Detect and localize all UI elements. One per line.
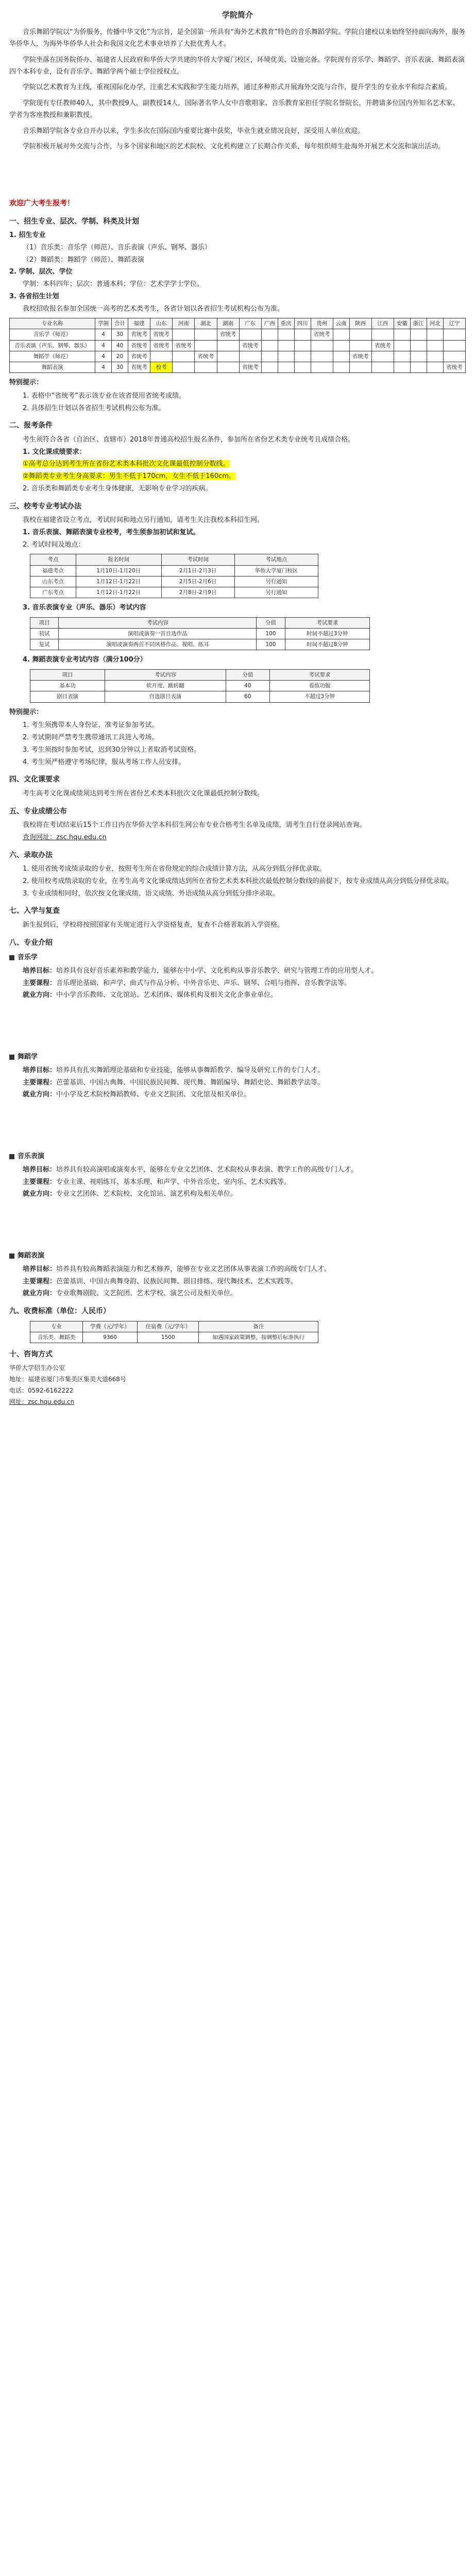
exam-table-header xyxy=(30,554,318,565)
table-cell: 省统考 xyxy=(173,340,195,351)
table-header-cell: 湖南 xyxy=(217,318,239,329)
table-header-cell: 考点 xyxy=(30,554,76,565)
table-cell: 不超过3分钟 xyxy=(270,691,370,702)
table-cell: 20 xyxy=(112,351,128,362)
contact-phone: 电话：0592-6162222 xyxy=(9,1387,74,1395)
table-header-cell: 浙江 xyxy=(410,318,427,329)
major-goal: 培养具有良好音乐素养和教学能力，能够在中小学、文化机构从事音乐教学、研究与管理工作的应用型人才。 xyxy=(56,967,378,975)
table-cell xyxy=(278,340,294,351)
table-cell xyxy=(294,351,311,362)
highlight-text: ①高考总分达到考生所在省份艺术类本科批次文化课最低控制分数线。 xyxy=(23,460,230,468)
table-cell: 2月1日-2月3日 xyxy=(161,565,234,576)
major-name: 音乐表演 xyxy=(18,1153,45,1161)
table-cell: 4 xyxy=(95,329,112,340)
notes xyxy=(9,377,466,414)
section-requirements xyxy=(9,419,466,495)
label: 就业方向： xyxy=(23,991,57,999)
table-header-cell: 江西 xyxy=(371,318,394,329)
table-header-cell: 辽宁 xyxy=(443,318,465,329)
table-cell xyxy=(333,340,349,351)
table-cell xyxy=(443,340,465,351)
table-cell: 30 xyxy=(112,362,128,372)
table-header-cell: 考试时间 xyxy=(161,554,234,565)
major-goal: 培养具有较高演唱或演奏水平，能够在专业文艺团体、艺术院校从事表演、教学工作的高级专门人才。 xyxy=(56,1165,358,1174)
table-header-cell: 广西 xyxy=(261,318,278,329)
section-heading: 六、录取办法 xyxy=(9,851,53,859)
exam-table xyxy=(30,554,318,598)
intro-paragraph: 学院现有专任教师40人，其中教授9人，副教授14人，国际著名华人女中音歌唱家、音乐教育家担任学院名誉院长，并聘请多位国内外知名艺术家、学者为客座教授和兼职教授。 xyxy=(9,99,460,119)
table-cell: 舞蹈学（师范） xyxy=(10,351,95,362)
section-heading: 十、咨询方式 xyxy=(9,1350,53,1359)
section-fees xyxy=(9,1305,466,1343)
notes-heading: 特别提示： xyxy=(9,708,43,716)
fee-table xyxy=(30,1321,318,1343)
section-heading: 八、专业介绍 xyxy=(9,938,53,947)
table-header-cell: 福建 xyxy=(128,318,150,329)
table-header-cell: 合计 xyxy=(112,318,128,329)
table-cell: 音乐表演（声乐、钢琴、器乐） xyxy=(10,340,95,351)
text-line: 我校在福建省设立考点，考试时间和地点另行通知，请考生关注我校本科招生网。 xyxy=(23,516,264,524)
major-name: 音乐学 xyxy=(18,954,38,962)
table-cell: 省统考 xyxy=(239,362,261,372)
table-cell: 省统考 xyxy=(311,329,333,340)
text-line: 我校招收报名参加全国统一高考的艺术类考生，各省计划以各省招生考试机构公布为准。 xyxy=(23,304,284,313)
table-cell: 30 xyxy=(112,329,128,340)
table-cell xyxy=(427,351,443,362)
bullet-icon xyxy=(9,1055,14,1060)
table-cell xyxy=(239,351,261,362)
table-row xyxy=(10,340,466,351)
section-admission xyxy=(9,849,466,900)
text-line: 1. 文化课成绩要求： xyxy=(23,448,86,456)
section-heading: 三、校考专业考试办法 xyxy=(9,502,81,511)
label: 主要课程： xyxy=(23,979,57,987)
label: 培养目标： xyxy=(23,1265,57,1273)
text-line: 考生高考文化课成绩须达到考生所在省份艺术类本科批次文化课最低控制分数线。 xyxy=(23,789,264,798)
text-line: 2. 音乐类和舞蹈类专业考生身体健康，无影响专业学习的疾病。 xyxy=(23,484,212,493)
table-header-cell: 考试内容 xyxy=(59,617,257,628)
subheading: 2. 学制、层次、学位 xyxy=(9,268,73,276)
major-career: 专业文艺团体、艺术院校、文化馆站、演艺机构及相关单位。 xyxy=(56,1190,237,1198)
table-cell: 时间不超过8分钟 xyxy=(285,639,369,650)
dance-table-header xyxy=(30,670,370,681)
table-cell xyxy=(394,362,410,372)
table-cell xyxy=(410,362,427,372)
table-cell: 省统考 xyxy=(239,340,261,351)
section-majors xyxy=(9,937,466,1300)
table-cell xyxy=(311,362,333,372)
major-core: 芭蕾基训、中国古典舞、中国民族民间舞、现代舞、舞蹈编导、舞蹈史论、舞蹈教学法等。 xyxy=(56,1078,325,1087)
table-cell: 40 xyxy=(112,340,128,351)
exam-notes xyxy=(9,707,466,769)
fee-table-header xyxy=(30,1321,318,1332)
table-cell xyxy=(278,351,294,362)
table-cell xyxy=(173,351,195,362)
table-cell: 自选剧目表演 xyxy=(105,691,226,702)
intro-paragraph: 学院以艺术教育为主线，重视国际化办学，注重艺术实践和学生能力培养，通过多种形式开展海外交流与合作，提升学生的专业水平和综合素质。 xyxy=(23,83,452,92)
table-cell: 省统考 xyxy=(128,329,150,340)
table-cell xyxy=(394,340,410,351)
table-cell: 舞蹈表演 xyxy=(10,362,95,372)
text-line: 新生报到后，学校将按照国家有关规定进行入学资格复查，复查不合格者取消入学资格。 xyxy=(23,921,284,929)
table-cell: 省统考 xyxy=(195,351,217,362)
intro-paragraph: 学院坐落在国务院侨办、福建省人民政府和华侨大学共建的华侨大学厦门校区，环境优美、设施完备。学院现有音乐学、舞蹈学、音乐表演、舞蹈表演四个本科专业，设有音乐学、舞蹈学两个硕士学位授权点。 xyxy=(9,56,465,76)
label: 培养目标： xyxy=(23,1066,57,1074)
section-culture xyxy=(9,773,466,800)
table-cell: 省统考 xyxy=(128,362,150,372)
notes-heading: 特别提示： xyxy=(9,379,43,387)
text-line: （2）舞蹈类：舞蹈学（师范）、舞蹈表演 xyxy=(23,256,144,264)
table-cell: 9360 xyxy=(82,1332,137,1343)
table-cell: 1500 xyxy=(138,1332,199,1343)
dance-table-body xyxy=(30,681,370,702)
music-table xyxy=(30,617,370,651)
table-cell: 剧目表演 xyxy=(30,691,105,702)
exam-table-body xyxy=(30,565,318,598)
section-enrollment xyxy=(9,215,466,315)
table-cell: 基本功 xyxy=(30,681,105,691)
table-cell xyxy=(217,351,239,362)
table-cell: 100 xyxy=(257,639,285,650)
table-cell: 省统考 xyxy=(217,329,239,340)
table-row xyxy=(10,362,466,372)
plan-table-body xyxy=(10,329,466,373)
table-row xyxy=(30,565,318,576)
table-cell xyxy=(217,362,239,372)
music-table-body xyxy=(30,628,370,650)
table-cell: 音乐类、舞蹈类 xyxy=(30,1332,83,1343)
table-row xyxy=(30,587,318,598)
intro-paragraph: 音乐舞蹈学院以“为侨服务，传播中华文化”为宗旨，是全国第一所具有“海外艺术教育”特色的音乐舞蹈学院。学院自建校以来始终坚持面向海外，服务华侨华人，为海外华侨华人社会和我国文化艺术事业培养了大批优秀人才。 xyxy=(9,28,465,48)
table-cell xyxy=(150,351,173,362)
table-cell: 1月12日-1月22日 xyxy=(76,576,161,587)
table-cell xyxy=(239,329,261,340)
major-block xyxy=(9,1151,466,1200)
label: 主要课程： xyxy=(23,1277,57,1285)
table-cell: 软开度、跳转翻 xyxy=(105,681,226,691)
table-header-cell: 报名时间 xyxy=(76,554,161,565)
table-cell xyxy=(311,351,333,362)
table-cell: 演唱或演奏一首自选作品 xyxy=(59,628,257,639)
table-cell xyxy=(333,351,349,362)
table-row xyxy=(30,691,370,702)
table-header-cell: 陕西 xyxy=(349,318,371,329)
table-header-cell: 学制 xyxy=(95,318,112,329)
table-cell: 4 xyxy=(95,362,112,372)
major-block xyxy=(9,1250,466,1300)
major-core: 芭蕾基训、中国古典舞身韵、民族民间舞、剧目排练、现代舞技术、艺术实践等。 xyxy=(56,1277,298,1285)
table-cell xyxy=(394,351,410,362)
table-header-cell: 学费（元/学年） xyxy=(82,1321,137,1332)
table-cell: 校考 xyxy=(150,362,173,372)
table-cell: 音乐学（师范） xyxy=(10,329,95,340)
section-heading: 七、入学与复查 xyxy=(9,907,60,916)
table-cell xyxy=(261,351,278,362)
table-cell: 省统考 xyxy=(128,351,150,362)
table-cell: 时间不超过3分钟 xyxy=(285,628,369,639)
label: 主要课程： xyxy=(23,1078,57,1087)
table-cell xyxy=(261,362,278,372)
major-name: 舞蹈学 xyxy=(18,1053,38,1061)
table-cell xyxy=(294,329,311,340)
table-cell: 另行通知 xyxy=(234,576,318,587)
subheading: 3. 各省招生计划 xyxy=(9,292,59,300)
table-header-cell: 分值 xyxy=(226,670,269,681)
major-core: 音乐理论基础、和声学、曲式与作品分析、中外音乐史、声乐、钢琴、合唱与指挥、音乐教学法等。 xyxy=(56,979,351,987)
table-header-cell: 重庆 xyxy=(278,318,294,329)
table-cell: 广东考点 xyxy=(30,587,76,598)
major-career: 中小学及艺术院校舞蹈教师、专业文艺院团、文化馆及相关单位。 xyxy=(56,1091,251,1099)
intro-paragraph: 音乐舞蹈学院各专业自开办以来，学生多次在国际国内重要比赛中获奖，毕业生就业情况良好，深受用人单位欢迎。 xyxy=(23,127,365,135)
table-cell xyxy=(349,362,371,372)
section-heading: 九、收费标准（单位：人民币） xyxy=(9,1307,110,1316)
table-cell: 福建考点 xyxy=(30,565,76,576)
table-cell xyxy=(371,362,394,372)
table-cell: 另行通知 xyxy=(234,587,318,598)
table-header-cell: 云南 xyxy=(333,318,349,329)
table-cell xyxy=(371,351,394,362)
table-cell xyxy=(195,329,217,340)
table-cell xyxy=(410,329,427,340)
label: 培养目标： xyxy=(23,967,57,975)
section-heading: 五、专业成绩公布 xyxy=(9,807,67,816)
table-row xyxy=(30,681,370,691)
table-cell xyxy=(410,351,427,362)
table-cell: 初试 xyxy=(30,628,59,639)
section-contact xyxy=(9,1348,466,1408)
table-cell xyxy=(261,329,278,340)
text-line: 考生须符合各省（自治区、直辖市）2018年普通高校招生报名条件，参加所在省份艺术类专业统考且成绩合格。 xyxy=(23,435,355,444)
table-header-cell: 考试要求 xyxy=(270,670,370,681)
table-row xyxy=(30,628,370,639)
text-line: 2. 考试时间及地点： xyxy=(23,540,85,549)
table-header-cell: 考试内容 xyxy=(105,670,226,681)
table-cell: 华侨大学厦门校区 xyxy=(234,565,318,576)
major-core: 专业主课、视唱练耳、基本乐理、和声学、中外音乐史、室内乐、艺术实践等。 xyxy=(56,1178,291,1186)
table-header-cell: 贵州 xyxy=(311,318,333,329)
table-header-cell: 备注 xyxy=(199,1321,318,1332)
table-header-cell: 分值 xyxy=(257,617,285,628)
label: 培养目标： xyxy=(23,1165,57,1174)
table-row xyxy=(10,351,466,362)
table-cell: 40 xyxy=(226,681,269,691)
table-cell xyxy=(349,329,371,340)
table-header-cell: 考试要求 xyxy=(285,617,369,628)
table-row xyxy=(30,576,318,587)
contact-address: 地址：福建省厦门市集美区集美大道668号 xyxy=(9,1376,126,1383)
table-header-cell: 安徽 xyxy=(394,318,410,329)
table-row xyxy=(30,639,370,650)
music-table-header xyxy=(30,617,370,628)
text-line: （1）音乐类：音乐学（师范）、音乐表演（声乐、钢琴、器乐） xyxy=(23,243,211,251)
text-line: 2. 使用校考成绩录取的专业，在考生高考文化课成绩达到所在省份艺术类本科批次最低控制分数线的前提下，按专业成绩从高分到低分择优录取。 xyxy=(23,877,453,885)
table-cell: 1月10日-1月20日 xyxy=(76,565,161,576)
table-cell xyxy=(278,329,294,340)
table-header-cell: 考试地点 xyxy=(234,554,318,565)
table-header-cell: 专业 xyxy=(30,1321,83,1332)
text-line: 1. 音乐表演、舞蹈表演专业校考，考生须参加初试和复试。 xyxy=(23,528,200,536)
table-cell xyxy=(443,329,465,340)
bullet-icon xyxy=(9,1154,14,1159)
text-line: 学制：本科四年；层次：普通本科；学位：艺术学学士学位。 xyxy=(23,280,204,288)
label: 就业方向： xyxy=(23,1091,57,1099)
table-header-cell: 广东 xyxy=(239,318,261,329)
table-cell xyxy=(394,329,410,340)
table-header-cell: 专业名称 xyxy=(10,318,95,329)
table-cell xyxy=(427,362,443,372)
table-header-cell: 河南 xyxy=(173,318,195,329)
text-line: 3. 考生须按时参加考试，迟到30分钟以上者取消考试资格。 xyxy=(23,745,201,754)
table-cell: 60 xyxy=(226,691,269,702)
text-line: 4. 舞蹈表演专业考试内容（满分100分） xyxy=(23,656,147,664)
table-cell xyxy=(427,329,443,340)
table-cell: 如遇国家政策调整，按调整后标准执行 xyxy=(199,1332,318,1343)
table-cell: 省统考 xyxy=(349,351,371,362)
table-cell: 2月5日-2月6日 xyxy=(161,576,234,587)
plan-table xyxy=(9,318,466,373)
table-cell: 着练功服 xyxy=(270,681,370,691)
table-cell: 山东考点 xyxy=(30,576,76,587)
section-review xyxy=(9,905,466,931)
subheading: 1. 招生专业 xyxy=(9,231,46,239)
contact-org: 华侨大学招生办公室 xyxy=(9,1364,65,1372)
text-line: 1. 表格中“省统考”表示该专业在该省使用省统考成绩。 xyxy=(23,392,186,400)
text-line: 我校将在考试结束后15个工作日内在华侨大学本科招生网公布专业合格考生名单及成绩，请考生自行登录网站查询。 xyxy=(23,821,366,829)
table-cell xyxy=(294,362,311,372)
major-goal: 培养具有较高舞蹈表演能力和艺术修养，能够在专业文艺团体从事表演工作的高级专门人才。 xyxy=(56,1265,331,1273)
table-cell xyxy=(410,340,427,351)
text-line: 2. 具体招生计划以各省招生考试机构公布为准。 xyxy=(23,404,165,412)
table-cell xyxy=(173,329,195,340)
page-title: 学院简介 xyxy=(222,10,253,20)
table-cell: 省统考 xyxy=(128,340,150,351)
intro xyxy=(9,27,466,153)
table-cell: 4 xyxy=(95,351,112,362)
table-header-cell: 山东 xyxy=(150,318,173,329)
table-header-cell: 四川 xyxy=(294,318,311,329)
table-cell xyxy=(261,340,278,351)
major-goal: 培养具有扎实舞蹈理论基础和专业技能，能够从事舞蹈教学、编导及研究工作的专门人才。 xyxy=(56,1066,325,1074)
text-line: 3. 专业成绩相同时，依次按文化课成绩、语文成绩、外语成绩从高分到低分排序录取。 xyxy=(23,889,279,897)
table-cell xyxy=(333,329,349,340)
major-name: 舞蹈表演 xyxy=(18,1252,45,1260)
table-cell xyxy=(278,362,294,372)
table-cell: 省统考 xyxy=(150,340,173,351)
table-cell: 2月8日-2月9日 xyxy=(161,587,234,598)
major-career: 中小学音乐教师、文化馆站、艺术团体、媒体机构及相关文化企事业单位。 xyxy=(56,991,278,999)
table-cell: 4 xyxy=(95,340,112,351)
table-cell xyxy=(173,362,195,372)
highlight-text: ②舞蹈类专业考生身高要求：男生不低于170cm，女生不低于160cm。 xyxy=(23,472,235,481)
table-header-cell: 住宿费（元/学年） xyxy=(138,1321,199,1332)
text-line: 2. 考试期间严禁考生携带通讯工具进入考场。 xyxy=(23,734,159,742)
table-row xyxy=(30,1332,318,1343)
section-exam xyxy=(9,500,466,551)
plan-table-header xyxy=(10,318,466,329)
welcome-banner: 欢迎广大考生报考！ xyxy=(9,199,74,208)
intro-paragraph: 学院积极开展对外交流与合作，与多个国家和地区的艺术院校、文化机构建立了长期合作关系，每年组织师生赴海外开展艺术交流和演出活动。 xyxy=(23,143,445,151)
table-cell: 省统考 xyxy=(443,362,465,372)
table-cell xyxy=(195,362,217,372)
section-heading: 一、招生专业、层次、学制、科类及计划 xyxy=(9,217,139,226)
label: 就业方向： xyxy=(23,1290,57,1298)
bullet-icon xyxy=(9,1253,14,1259)
table-cell: 1月12日-1月22日 xyxy=(76,587,161,598)
table-cell: 演唱或演奏两首不同风格作品、视唱、练耳 xyxy=(59,639,257,650)
text-line: 1. 使用省统考成绩录取的专业，按照考生所在省份规定的综合成绩计算方法，从高分到低分择优录取。 xyxy=(23,865,326,873)
table-cell xyxy=(349,340,371,351)
major-career: 专业歌舞剧院、文艺院团、艺术学校、演艺公司及相关单位。 xyxy=(56,1290,237,1298)
text-line: 1. 考生须携带本人身份证、准考证参加考试。 xyxy=(23,721,159,730)
bullet-icon xyxy=(9,955,14,960)
results-link[interactable]: 查询网址：zsc.hqu.edu.cn xyxy=(23,833,107,841)
dance-table xyxy=(30,669,370,703)
table-cell: 省统考 xyxy=(371,340,394,351)
table-cell xyxy=(427,340,443,351)
text-line: 3. 音乐表演专业（声乐、器乐）考试内容 xyxy=(23,604,146,612)
table-cell xyxy=(443,351,465,362)
table-header-cell: 项目 xyxy=(30,670,105,681)
section-heading: 二、报考条件 xyxy=(9,421,53,430)
table-cell xyxy=(311,340,333,351)
contact-website[interactable]: 网址：zsc.hqu.edu.cn xyxy=(9,1398,75,1406)
text-line: 4. 考生须严格遵守考场纪律，服从考场工作人员安排。 xyxy=(23,758,185,766)
table-cell: 省统考 xyxy=(150,329,173,340)
label: 就业方向： xyxy=(23,1190,57,1198)
table-cell xyxy=(217,340,239,351)
table-cell: 100 xyxy=(257,628,285,639)
table-row xyxy=(10,329,466,340)
major-block xyxy=(9,952,466,1002)
section-results xyxy=(9,805,466,844)
table-cell xyxy=(195,340,217,351)
table-cell xyxy=(294,340,311,351)
label: 主要课程： xyxy=(23,1178,57,1186)
table-cell xyxy=(371,329,394,340)
table-cell: 复试 xyxy=(30,639,59,650)
fee-table-body xyxy=(30,1332,318,1343)
table-header-cell: 项目 xyxy=(30,617,59,628)
table-header-cell: 湖北 xyxy=(195,318,217,329)
major-block xyxy=(9,1052,466,1101)
section-heading: 四、文化课要求 xyxy=(9,775,60,784)
table-header-cell: 河北 xyxy=(427,318,443,329)
table-cell xyxy=(333,362,349,372)
